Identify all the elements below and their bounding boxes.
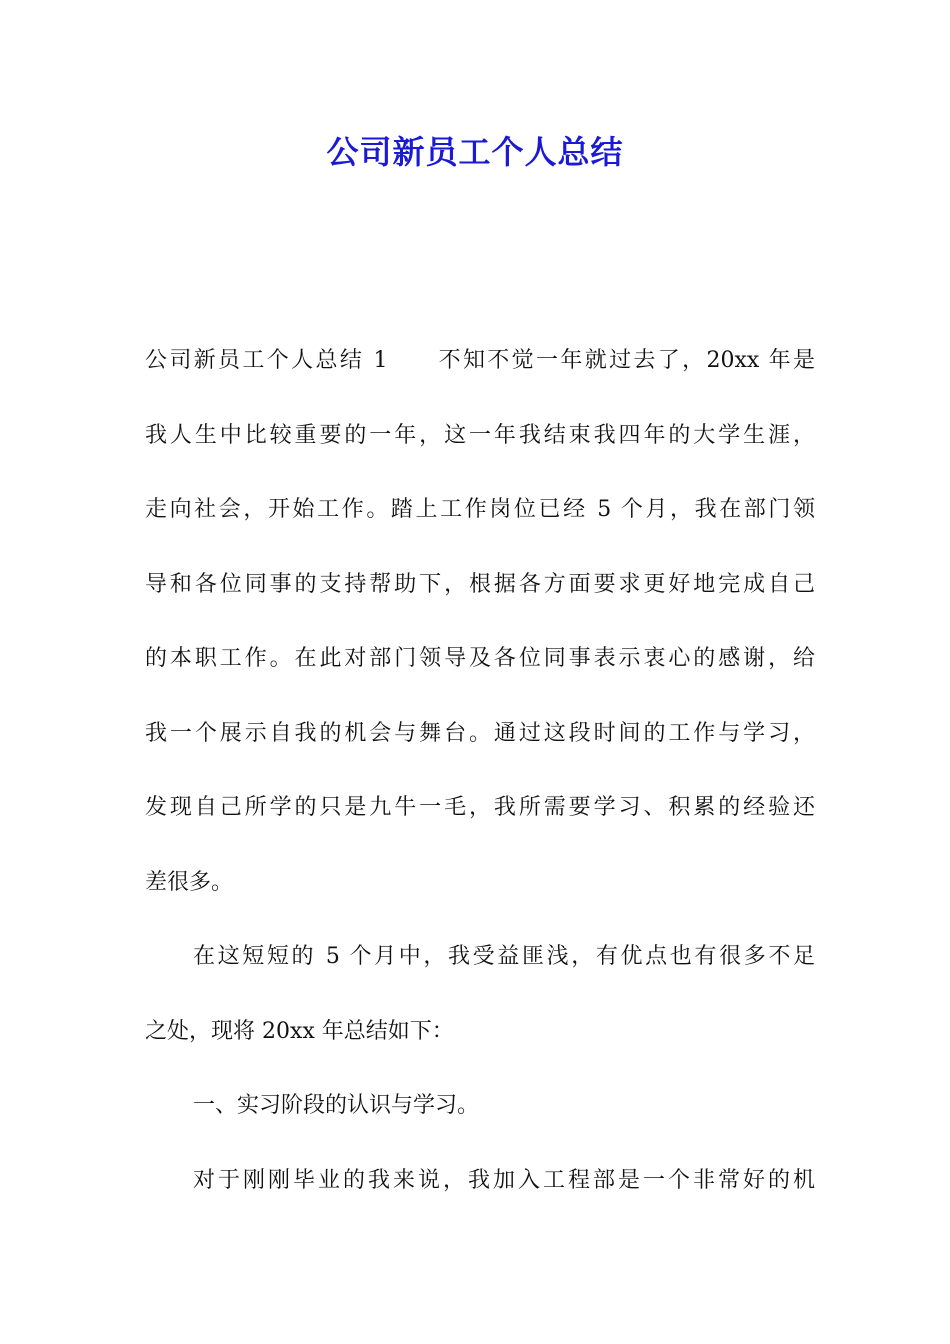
section-heading: 一、实习阶段的认识与学习。 [193,1093,480,1118]
paragraph-line: 差很多。 [145,870,234,895]
paragraph-line: 走向社会，开始工作。踏上工作岗位已经 5 个月，我在部门领 [145,497,815,522]
paragraph-line: 导和各位同事的支持帮助下，根据各方面要求更好地完成自己 [145,572,815,597]
paragraph-line: 的本职工作。在此对部门领导及各位同事表示衷心的感谢，给 [145,646,815,671]
paragraph-line: 在这短短的 5 个月中，我受益匪浅，有优点也有很多不足 [193,944,815,969]
document-title: 公司新员工个人总结 [326,133,624,171]
paragraph-line: 公司新员工个人总结 1 不知不觉一年就过去了，20xx 年是 [145,348,815,373]
paragraph-line: 发现自己所学的只是九牛一毛，我所需要学习、积累的经验还 [145,795,815,820]
paragraph-line: 对于刚刚毕业的我来说，我加入工程部是一个非常好的机 [193,1168,815,1193]
paragraph-line: 之处，现将 20xx 年总结如下： [145,1019,454,1044]
paragraph-line: 我人生中比较重要的一年，这一年我结束我四年的大学生涯， [145,423,815,448]
paragraph-line: 我一个展示自我的机会与舞台。通过这段时间的工作与学习， [145,721,815,746]
